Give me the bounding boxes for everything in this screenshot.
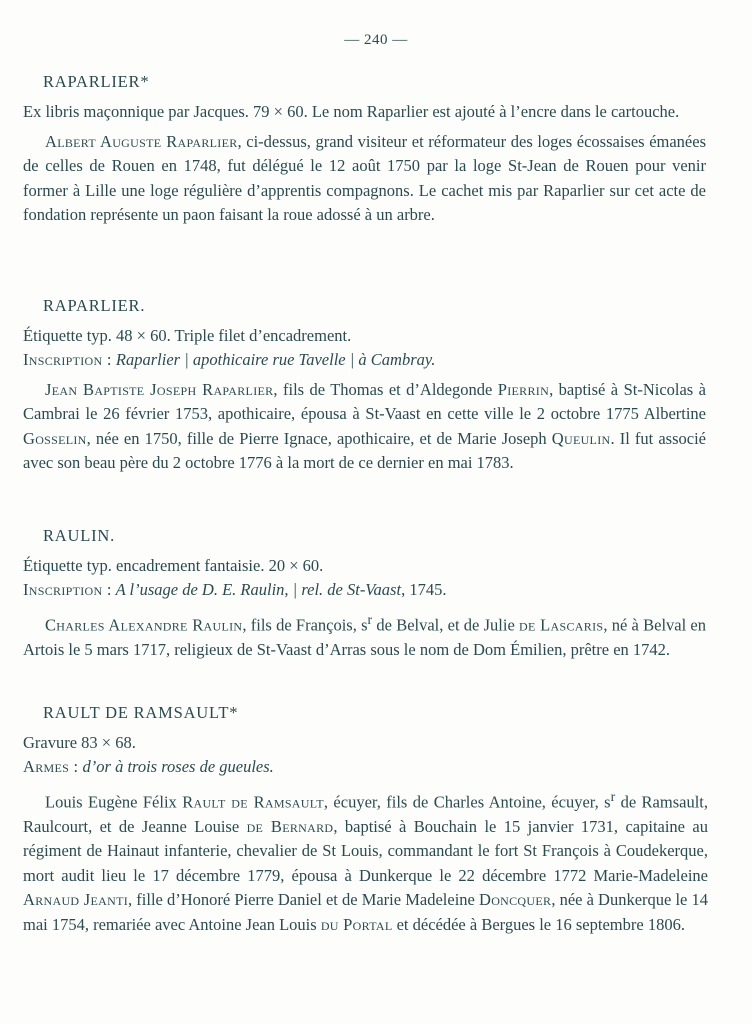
biography-text: de Belval, et de Julie bbox=[372, 615, 520, 635]
entry-description: Étiquette typ. 48 × 60. Triple filet d’encadrement. bbox=[23, 326, 352, 345]
person-name: Gosselin bbox=[23, 428, 87, 448]
inscription-label: Inscription : bbox=[23, 350, 112, 369]
entry-raulin bbox=[23, 524, 706, 662]
entry-title: RAPARLIER* bbox=[43, 72, 150, 91]
person-name: Arnaud Jeanti bbox=[23, 890, 129, 910]
entry-description: Gravure 83 × 68. bbox=[23, 733, 136, 752]
person-name: Pierrin bbox=[497, 380, 550, 399]
entry-raparlier-ex-libris bbox=[23, 70, 706, 228]
entry-title: RAULIN. bbox=[43, 526, 116, 545]
person-name: du Portal bbox=[320, 914, 393, 934]
biography-text: Louis Eugène Félix bbox=[45, 792, 183, 812]
entry-inscription bbox=[23, 348, 706, 372]
entry-description: Ex libris maçonnique par Jacques. 79 × 60. Le nom Raparlier est ajouté à l’encre dans le cartouche. bbox=[23, 102, 680, 121]
person-name: Jean Baptiste Joseph Raparlier bbox=[45, 380, 274, 399]
entry-biography bbox=[23, 378, 706, 476]
entry-title: RAULT DE RAMSAULT* bbox=[43, 703, 239, 722]
entry-biography bbox=[23, 785, 708, 937]
page-number: — 240 — bbox=[344, 32, 408, 48]
person-name: de Bernard bbox=[246, 816, 334, 836]
arms-label: Armes : bbox=[23, 757, 79, 776]
biography-text: , baptisé à Bouchain le 15 janvier 1731, capitaine au régiment de Hainaut infanterie, chevalier de St Louis, commandant le fort St François à Coudekerque, mort audit lieu le 17 décembre 1779, épousa à Dunkerque le 22 décembre 1772 Marie-Madeleine bbox=[23, 816, 708, 885]
inscription-label: Inscription : bbox=[23, 580, 112, 599]
biography-text: et décédée à Bergues le 16 septembre 1806. bbox=[392, 914, 685, 934]
person-name: de Lascaris bbox=[519, 615, 604, 635]
inscription-text: A l’usage de D. E. Raulin, | rel. de St-Vaast bbox=[111, 580, 402, 599]
entry-inscription bbox=[23, 578, 706, 602]
biography-text: , écuyer, fils de Charles Antoine, écuyer, s bbox=[323, 792, 611, 812]
entry-raparlier-etiquette bbox=[23, 294, 706, 476]
entry-title: RAPARLIER. bbox=[43, 296, 146, 315]
biography-text: , baptisé à St-Nicolas à Cambrai le 26 février 1753, apothicaire, épousa à St-Vaast en cette ville le 2 octobre 1775 Albertine bbox=[23, 380, 706, 424]
biography-text: . Il fut associé avec son beau père du 2 octobre 1776 à la mort de ce dernier en mai 1783. bbox=[23, 428, 706, 473]
biography-text: de Ramsault, Raulcourt, et de Jeanne Louise bbox=[23, 792, 709, 836]
person-name: Albert Auguste Raparlier bbox=[45, 132, 238, 151]
biography-text: , fils de Thomas et d’Aldegonde bbox=[273, 380, 498, 399]
biography-text: , fils de François, s bbox=[242, 615, 368, 635]
biography-text: , ci-dessus, grand visiteur et réformateur des loges écossaises émanées de celles de Rouen en 1748, fut délégué le 12 août 1750 par la loge St-Jean de Rouen pour venir former à Lille une loge régulière d’apprentis compagnons. Le cachet mis par Raparlier sur cet acte de fondation représente un paon faisant la roue adossé à un arbre. bbox=[23, 132, 707, 225]
biography-text: , née en 1750, fille de Pierre Ignace, apothicaire, et de Marie Joseph bbox=[86, 428, 552, 448]
person-name: Charles Alexandre Raulin bbox=[45, 615, 243, 635]
person-name: Rault de Ramsault bbox=[182, 792, 324, 812]
superscript: r bbox=[610, 789, 616, 804]
entry-description: Étiquette typ. encadrement fantaisie. 20 × 60. bbox=[23, 556, 324, 575]
entry-biography bbox=[23, 130, 706, 228]
entry-arms bbox=[23, 755, 708, 779]
inscription-text: Raparlier | apothicaire rue Tavelle | à Cambray. bbox=[111, 350, 436, 369]
inscription-text: , 1745. bbox=[401, 580, 447, 599]
arms-text: d’or à trois roses de gueules. bbox=[78, 757, 274, 776]
biography-text: , né à Belval en Artois le 5 mars 1717, religieux de St-Vaast d’Arras sous le nom de Dom Émilien, prêtre en 1742. bbox=[23, 615, 707, 659]
entry-biography bbox=[23, 608, 706, 662]
entry-rault-de-ramsault bbox=[23, 701, 709, 937]
person-name: Doncquer bbox=[478, 890, 552, 910]
biography-text: , née à Dunkerque le 14 mai 1754, remariée avec Antoine Jean Louis bbox=[23, 890, 708, 934]
biography-text: , fille d’Honoré Pierre Daniel et de Marie Madeleine bbox=[128, 890, 479, 910]
person-name: Queulin bbox=[551, 428, 611, 448]
superscript: r bbox=[367, 612, 373, 627]
